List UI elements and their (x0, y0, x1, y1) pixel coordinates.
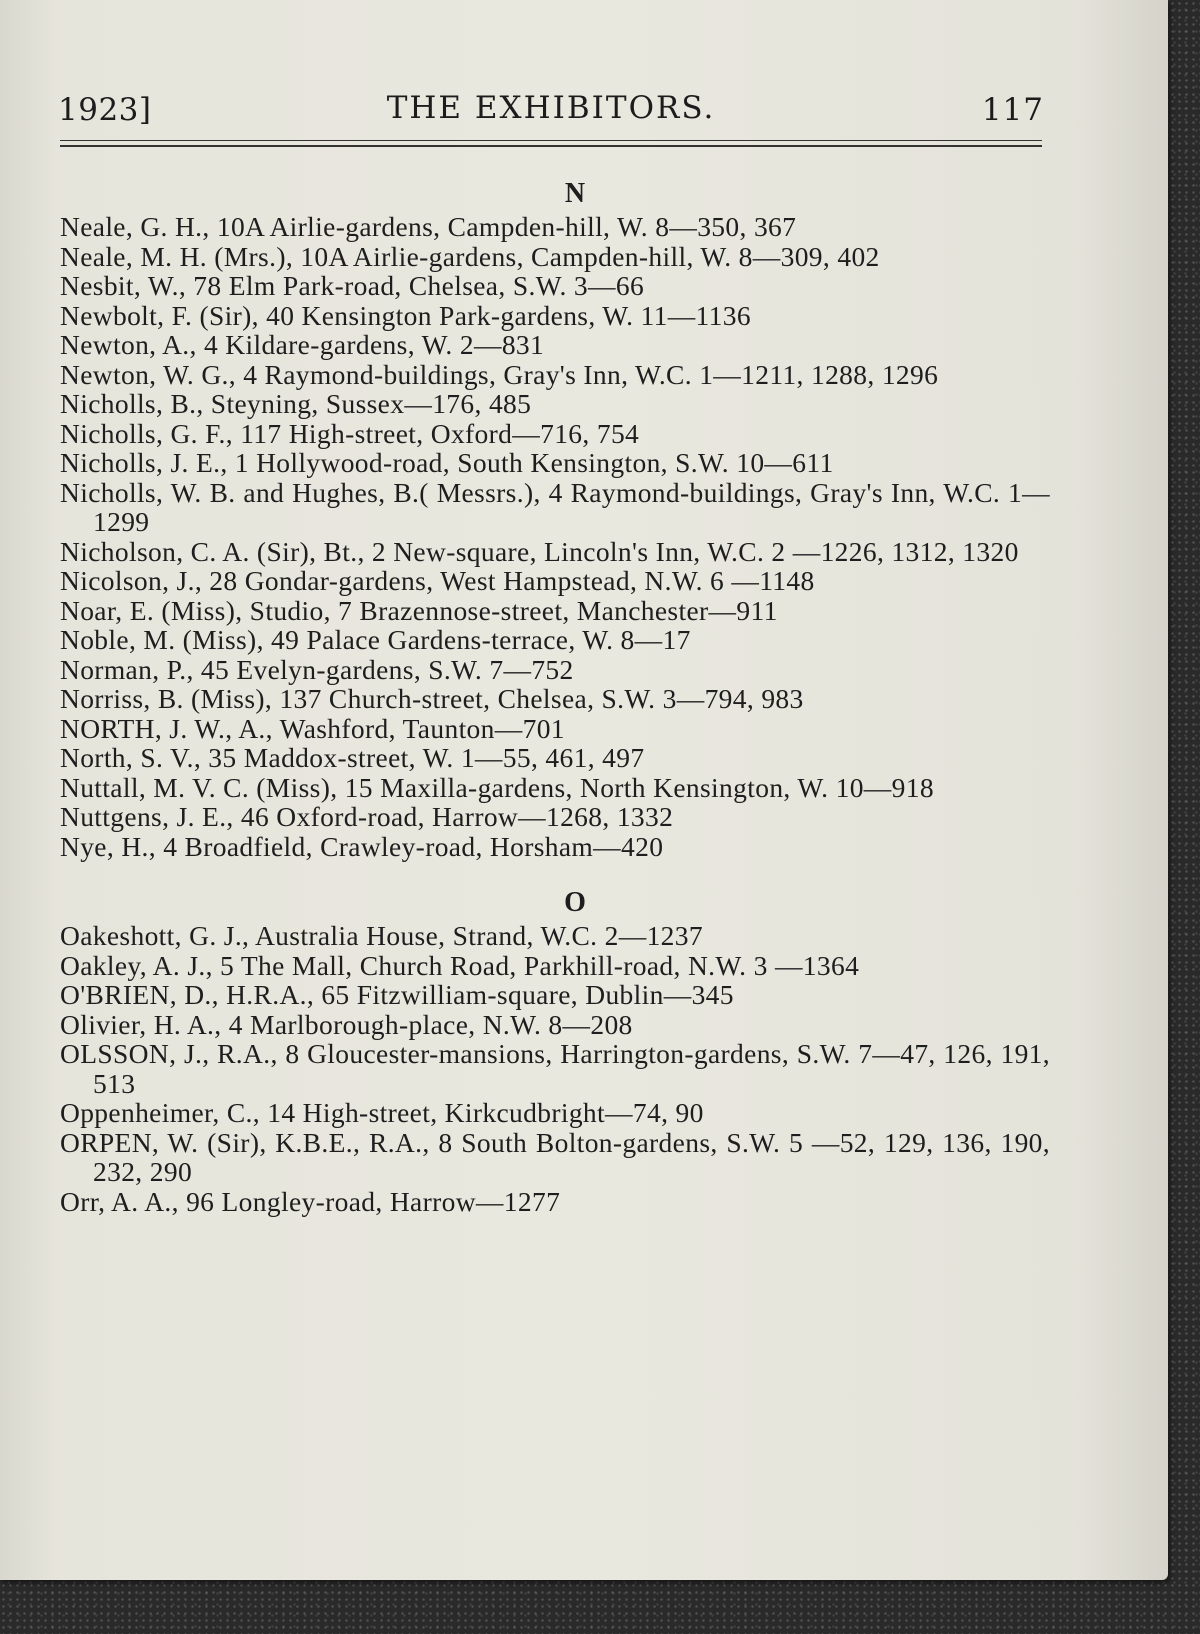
list-item: Norman, P., 45 Evelyn-gardens, S.W. 7—752 (60, 653, 574, 685)
list-item: Olivier, H. A., 4 Marlborough-place, N.W. 8—208 (60, 1008, 633, 1040)
list-item: Newton, W. G., 4 Raymond-buildings, Gray's Inn, W.C. 1—1211, 1288, 1296 (60, 358, 939, 390)
list-item: Nicholson, C. A. (Sir), Bt., 2 New-square, Lincoln's Inn, W.C. 2 —1226, 1312, 1320 (60, 535, 1019, 567)
list-item: Nye, H., 4 Broadfield, Crawley-road, Horsham—420 (60, 830, 664, 862)
list-item: North, S. V., 35 Maddox-street, W. 1—55, 461, 497 (60, 742, 645, 773)
list-item: Newbolt, F. (Sir), 40 Kensington Park-gardens, W. 11—1136 (60, 299, 751, 331)
list-item: Newton, A., 4 Kildare-gardens, W. 2—831 (60, 329, 545, 360)
page-number: 117 (981, 92, 1044, 128)
exhibitor-list (60, 176, 1050, 1216)
list-item: Noar, E. (Miss), Studio, 7 Brazennose-street, Manchester—911 (60, 594, 778, 626)
list-item: Oakeshott, G. J., Australia House, Strand, W.C. 2—1237 (60, 920, 703, 951)
header-rule-bottom (60, 145, 1042, 147)
header-year: 1923] (58, 92, 152, 128)
list-item: Nicholls, B., Steyning, Sussex—176, 485 (60, 388, 532, 419)
list-item: Neale, M. H. (Mrs.), 10A Airlie-gardens, Campden-hill, W. 8—309, 402 (60, 240, 880, 272)
section-heading-o: O (564, 887, 586, 918)
list-item: Nesbit, W., 78 Elm Park-road, Chelsea, S.W. 3—66 (60, 270, 645, 301)
list-item: Oakley, A. J., 5 The Mall, Church Road, Parkhill-road, N.W. 3 —1364 (60, 949, 860, 981)
list-item: NORTH, J. W., A., Washford, Taunton—701 (60, 712, 565, 744)
list-item: Neale, G. H., 10A Airlie-gardens, Campden-hill, W. 8—350, 367 (60, 211, 797, 242)
header-title: THE EXHIBITORS. (386, 90, 716, 126)
list-item: Orr, A. A., 96 Longley-road, Harrow—1277 (60, 1185, 561, 1217)
list-item: ORPEN, W. (Sir), K.B.E., R.A., 8 South Bolton-gardens, S.W. 5 —52, 129, 136, 190, 232, 290 (60, 1126, 1050, 1187)
header-rule-top (60, 140, 1042, 141)
list-item: Nuttgens, J. E., 46 Oxford-road, Harrow—1268, 1332 (60, 801, 674, 832)
list-item: Nicholls, G. F., 117 High-street, Oxford—716, 754 (60, 417, 640, 449)
list-item: Nicolson, J., 28 Gondar-gardens, West Hampstead, N.W. 6 —1148 (60, 565, 815, 596)
list-item: Norriss, B. (Miss), 137 Church-street, Chelsea, S.W. 3—794, 983 (60, 683, 804, 714)
list-item: Nicholls, W. B. and Hughes, B.( Messrs.), 4 Raymond-buildings, Gray's Inn, W.C. 1—1299 (60, 476, 1050, 537)
list-item: Nicholls, J. E., 1 Hollywood-road, South Kensington, S.W. 10—611 (60, 447, 834, 478)
list-item: Noble, M. (Miss), 49 Palace Gardens-terrace, W. 8—17 (60, 624, 691, 655)
list-item: O'BRIEN, D., H.R.A., 65 Fitzwilliam-square, Dublin—345 (60, 979, 734, 1010)
list-item: Nuttall, M. V. C. (Miss), 15 Maxilla-gardens, North Kensington, W. 10—918 (60, 771, 934, 803)
running-header (58, 88, 1044, 132)
section-heading-n: N (564, 178, 586, 209)
list-item: OLSSON, J., R.A., 8 Gloucester-mansions, Harrington-gardens, S.W. 7—47, 126, 191, 513 (60, 1038, 1050, 1099)
list-item: Oppenheimer, C., 14 High-street, Kirkcudbright—74, 90 (60, 1097, 704, 1128)
